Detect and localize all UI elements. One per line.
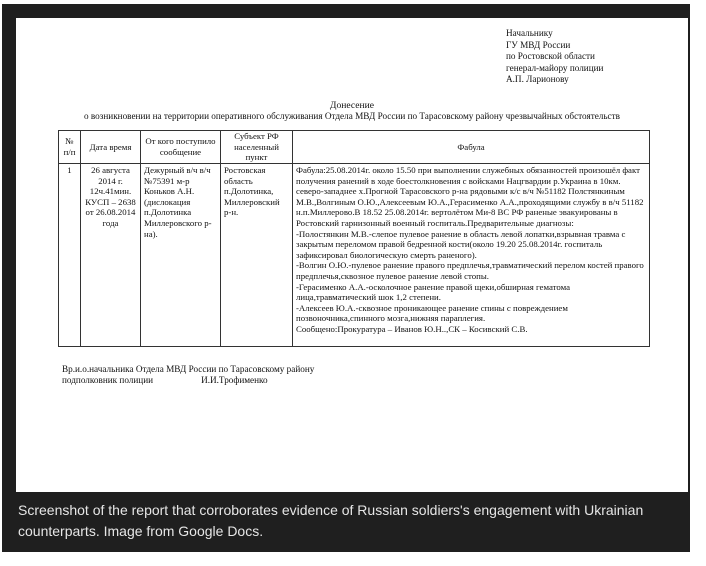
report-title: Донесение [329, 100, 375, 111]
fabula-paragraph: Сообщено:Прокуратура – Иванов Ю.Н..,СК – Косивский С.В. [296, 323, 528, 334]
addressee-line: по Ростовской области [506, 51, 595, 62]
fabula-paragraph: Фабула:25.08.2014г. около 15.50 при выполнении служебных обязанностей произошёл факт получения ранений в ходе боестолкновения с войсками Нацгвардии р.Украина в 10км. северо-западнее х.Прогной Тарасовского р-на рядовыми к/с в/ч №51182 Полстянкиным М.В.,Волгиным О.Ю.,Алексеевым Ю.А.,Герасименко А.А.,проходящими службу в в/ч 51182 н.п.Миллерово.В 18.52 25.08.2014г. вертолётом Ми-8 ВС РФ раненые эвакуированы в Ростовский гарнизонный военный госпиталь.Предварительные диагнозы: [296, 165, 644, 228]
col-header-fabula: Фабула [293, 131, 650, 164]
addressee-line: ГУ МВД России [506, 39, 571, 50]
signature-position: Вр.и.о.начальника Отдела МВД России по Тарасовскому району [62, 364, 315, 374]
addressee-line: генерал-майору полиции [506, 62, 604, 73]
signature-block [62, 364, 314, 386]
addressee-line: А.П. Ларионову [506, 74, 569, 85]
fabula-paragraph: -Волгин О.Ю.-пулевое ранение правого предплечья,травматический перелом костей правого предплечья,сквозное пулевое ранение левой стопы. [296, 260, 644, 281]
report-table [58, 130, 650, 347]
col-header-datetime: Дата время [81, 131, 141, 164]
cell-number: 1 [59, 164, 81, 347]
fabula-paragraph: -Полостянкин М.В.-слепое пулевое ранение в область левой лопатки,взрывная травма с закрытым переломом правой бедренной кости(около 19.20 25.08.2014г. госпиталь зафиксировал биологическую смерть раненого). [296, 228, 626, 260]
table-header-row [59, 131, 650, 164]
signature-rank: подполковник полиции [62, 375, 154, 385]
report-subtitle: о возникновении на территории оперативного обслуживания Отдела МВД России по Тарасовскому району чрезвычайных обстоятельств [83, 111, 620, 121]
col-header-source: От кого поступило сообщение [141, 131, 221, 164]
cell-source: Дежурный в/ч в/ч №75391 м-р Коньков А.Н.(дислокация п.Долотинка Миллеровского р-на). [141, 164, 221, 347]
cell-fabula [293, 164, 650, 347]
cell-datetime: 26 августа 2014 г. 12ч.41мин. КУСП – 2638 от 26.08.2014 года [81, 164, 141, 347]
document-page [16, 18, 688, 492]
cell-subject: Ростовская область п.Долотинка, Миллеровский р-н. [221, 164, 293, 347]
fabula-paragraph: -Алексеев Ю.А.-сквозное проникающее ранение спины с повреждением позвоночника,спинного мозга,нижняя параплегия. [296, 302, 568, 324]
addressee-block [506, 28, 603, 86]
image-caption: Screenshot of the report that corroborates evidence of Russian soldiers's engagement with Ukrainian counterparts. Image from Google Docs. [18, 502, 644, 539]
fabula-paragraph: -Герасименко А.А.-осколочное ранение правой щеки,обширная гематома лица,травматический шок 1,2 степени. [296, 281, 570, 303]
col-header-subject: Субъект РФ населенный пункт [221, 131, 293, 164]
image-frame [2, 4, 690, 552]
col-header-number: № п/п [59, 131, 81, 164]
addressee-line: Начальнику [506, 28, 553, 38]
signature-name: И.И.Трофименко [201, 375, 268, 385]
table-row [59, 164, 650, 347]
